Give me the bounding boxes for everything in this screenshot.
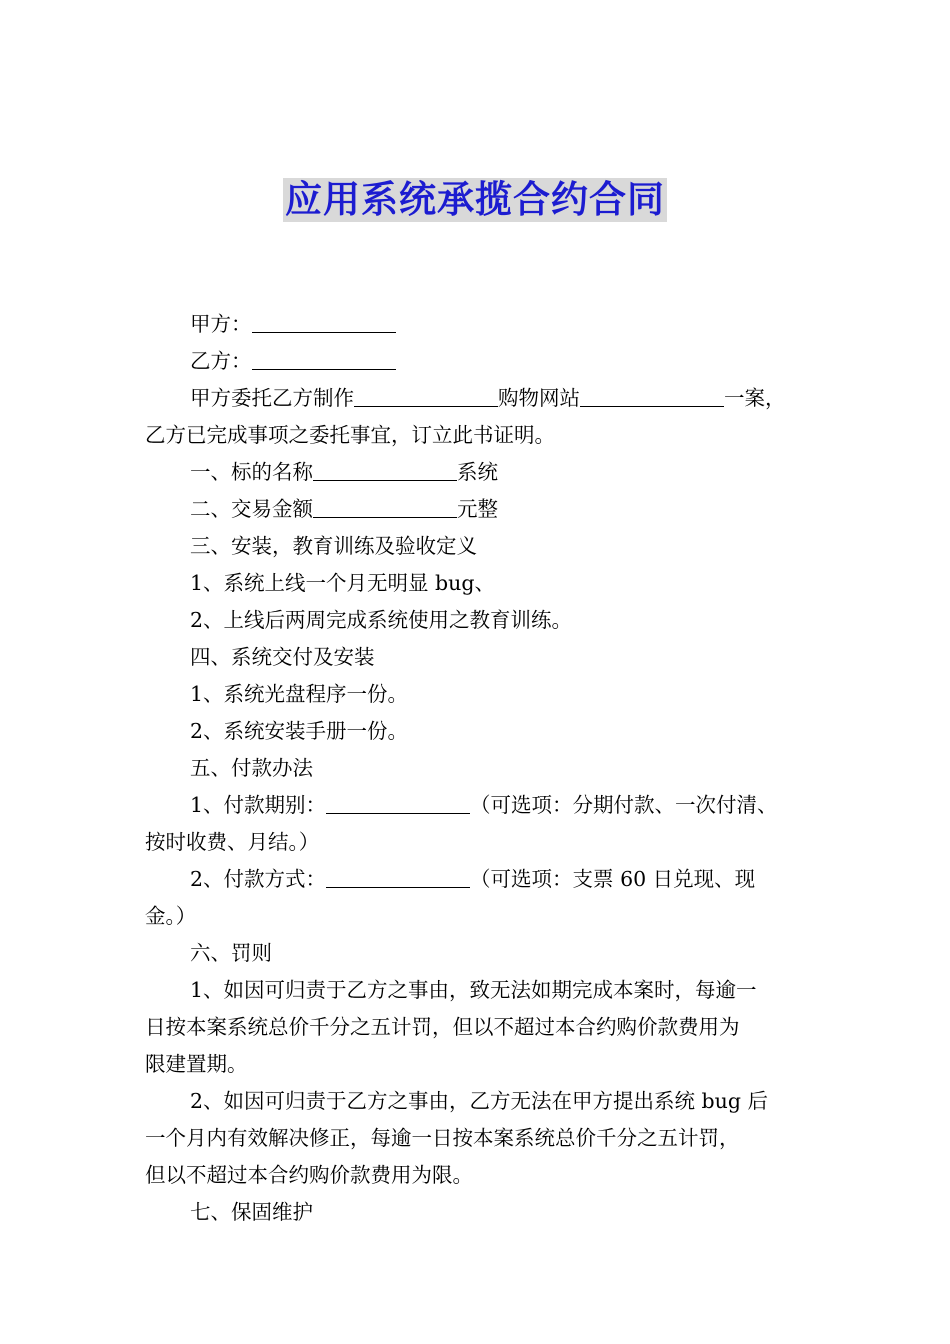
section-2-line — [145, 491, 825, 528]
section-4-item-2: 2、系统安装手册一份。 — [190, 719, 409, 743]
party-b-label: 乙方： — [190, 349, 252, 373]
intro-text-2: 购物网站 — [498, 386, 580, 410]
payment-period-label: 1、付款期别： — [190, 793, 327, 817]
section-7-heading: 七、保固维护 — [190, 1200, 313, 1224]
party-a-line — [145, 306, 825, 343]
section-6-item-2-line-2: 一个月内有效解决修正，每逾一日按本案系统总价千分之五计罚， — [145, 1126, 740, 1150]
section-5-item-2-cont: 金。） — [145, 904, 197, 928]
section-6-heading: 六、罚则 — [190, 941, 272, 965]
section-4-heading: 四、系统交付及安装 — [190, 645, 375, 669]
website-blank — [580, 386, 724, 407]
intro-line-2: 乙方已完成事项之委托事宜，订立此书证明。 — [145, 423, 555, 447]
section-4-item-1: 1、系统光盘程序一份。 — [190, 682, 409, 706]
intro-text-1: 甲方委托乙方制作 — [190, 386, 354, 410]
section-1-suffix: 系统 — [457, 460, 498, 484]
title-container — [0, 178, 950, 222]
project-blank — [354, 386, 498, 407]
section-6-item-1-line-3: 限建置期。 — [145, 1052, 248, 1076]
section-1-label: 一、标的名称 — [190, 460, 313, 484]
section-2-label: 二、交易金额 — [190, 497, 313, 521]
section-5-item-1-cont: 按时收费、月结。） — [145, 830, 320, 854]
party-a-blank — [252, 312, 396, 333]
intro-line-1 — [145, 380, 825, 417]
intro-text-3: 一案， — [724, 386, 786, 410]
payment-period-blank — [326, 793, 470, 814]
section-3-item-2: 2、上线后两周完成系统使用之教育训练。 — [190, 608, 573, 632]
payment-method-blank — [326, 867, 470, 888]
section-6-item-1-line-1: 1、如因可归责于乙方之事由，致无法如期完成本案时，每逾一 — [190, 978, 757, 1002]
section-3-item-1: 1、系统上线一个月无明显 bug、 — [190, 571, 496, 595]
section-1-line — [145, 454, 825, 491]
payment-method-options: （可选项：支票 60 日兑现、现 — [470, 867, 756, 891]
section-5-item-2 — [145, 861, 825, 898]
payment-method-label: 2、付款方式： — [190, 867, 327, 891]
payment-period-options: （可选项：分期付款、一次付清、 — [470, 793, 778, 817]
section-2-suffix: 元整 — [457, 497, 498, 521]
amount-blank — [313, 497, 457, 518]
section-6-item-2-line-1: 2、如因可归责于乙方之事由，乙方无法在甲方提出系统 bug 后 — [190, 1089, 769, 1113]
section-6-item-1-line-2: 日按本案系统总价千分之五计罚，但以不超过本合约购价款费用为 — [145, 1015, 740, 1039]
section-3-heading: 三、安装，教育训练及验收定义 — [190, 534, 477, 558]
party-a-label: 甲方： — [190, 312, 252, 336]
contract-body — [145, 306, 825, 1231]
party-b-line — [145, 343, 825, 380]
section-5-item-1 — [145, 787, 825, 824]
section-5-heading: 五、付款办法 — [190, 756, 313, 780]
subject-name-blank — [313, 460, 457, 481]
document-title: 应用系统承揽合约合同 — [285, 178, 665, 221]
party-b-blank — [252, 349, 396, 370]
section-6-item-2-line-3: 但以不超过本合约购价款费用为限。 — [145, 1163, 473, 1187]
